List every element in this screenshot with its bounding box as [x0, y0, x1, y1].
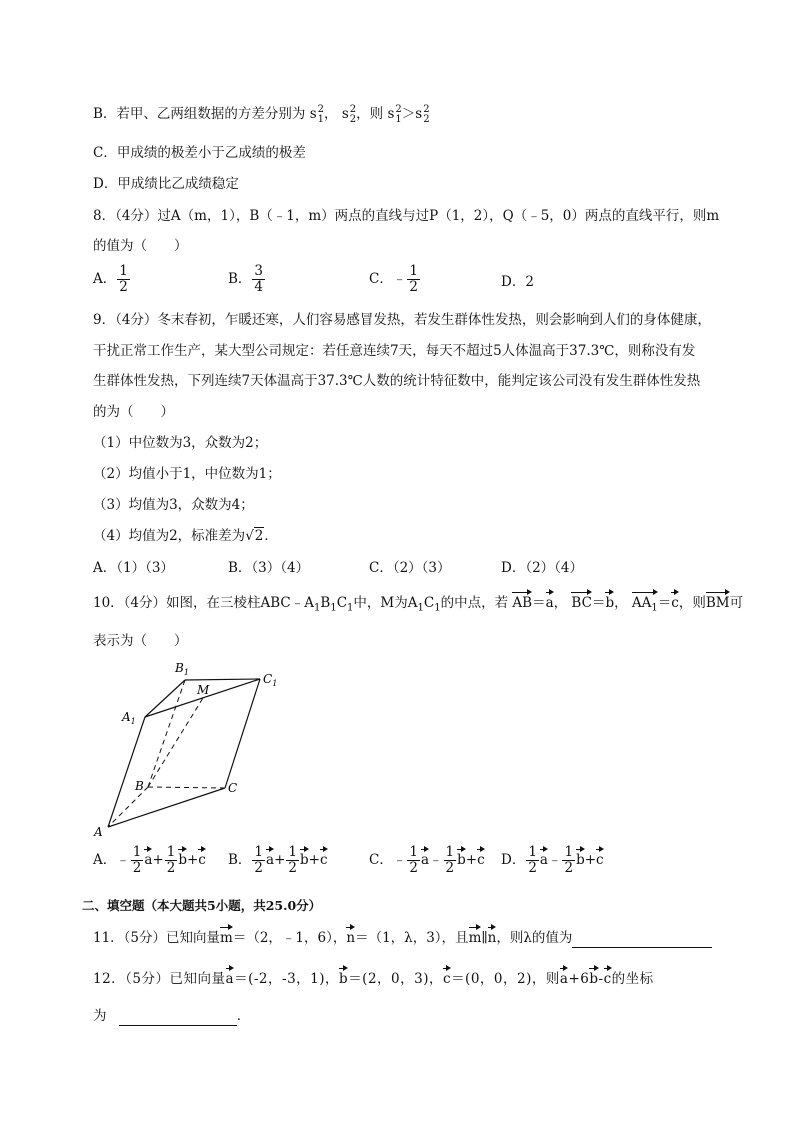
q8-option-a [93, 264, 131, 295]
q12-wei: 为 [93, 1008, 107, 1024]
fd2n: 1 [564, 844, 574, 860]
q8-c-frac [407, 264, 420, 295]
vb1: b [178, 852, 187, 868]
q10-option-d: D． $\frac{1}{2}$ a﹣ $\frac{1}{2}$ b+c [501, 844, 604, 876]
fb1d: 2 [254, 860, 264, 876]
vec-ab: AB [512, 595, 533, 611]
va4: a [539, 852, 548, 868]
q12-vec-a: a [225, 971, 235, 987]
q8-b-den: 4 [254, 279, 264, 295]
s1-squared: s 2 1 [309, 103, 325, 125]
edge-ac [108, 788, 225, 827]
q10-option-a: A．﹣ $\frac{1}{2}$ a+ $\frac{1}{2}$ b+c [93, 844, 206, 876]
s2-squared: s 2 2 [341, 103, 357, 125]
edge-ab-hidden [108, 787, 148, 827]
q12-period: ． [236, 1008, 251, 1024]
s1-gt-s2: s 2 1 ＞s 2 2 [387, 103, 430, 125]
va3: a [420, 852, 429, 868]
vc4: c [596, 852, 604, 868]
q9-option-a: A．（1）（3） [93, 560, 174, 576]
q12-t5: +6 [568, 971, 590, 987]
q9-condition-4 [93, 526, 278, 546]
q10-sub-a1b: 1 [417, 602, 424, 614]
q11-stem [93, 928, 712, 948]
q11-answer-blank[interactable] [572, 947, 712, 948]
q10-option-c: C．﹣ $\frac{1}{2}$ a﹣ $\frac{1}{2}$ b+c [369, 844, 485, 876]
q10-stem-line2: 表示为（ ） [93, 633, 188, 649]
vec-c: c [671, 595, 679, 611]
q9-condition-2: （2）均值小于1，中位数为1； [93, 466, 281, 482]
frac-a2 [165, 845, 178, 876]
q10-end: 可 [729, 595, 744, 611]
section-2-title: 二、填空题（本大题共5小题，共25.0分） [82, 898, 322, 913]
q10-sub-c1: 1 [347, 602, 354, 614]
q10-t5: C [423, 595, 435, 611]
fb2n: 1 [288, 844, 297, 860]
fa2n: 1 [166, 844, 176, 860]
eq1: ＝ [532, 595, 546, 611]
vec-n: n [346, 930, 356, 946]
q12-t3: ＝(2，0，3)， [348, 971, 443, 987]
vec-aa1-sub: 1 [651, 602, 658, 614]
vb2: b [299, 852, 309, 868]
sqrt-sign: √ [245, 528, 254, 544]
vec-m: m [220, 930, 233, 946]
vec-a: a [545, 595, 554, 611]
q12-vec-b2: b [589, 971, 599, 987]
vec-bc: BC [571, 595, 592, 611]
q9-option-c: C．（2）（3） [369, 560, 451, 576]
q11-t4: ，则λ的值为 [496, 930, 573, 946]
q10-t6: 的中点，若 [440, 595, 509, 611]
vec-aa1-text: AA [631, 595, 652, 611]
q9-c4-end: ． [264, 528, 278, 544]
fc2d: 2 [445, 860, 455, 876]
q8-option-b [228, 264, 266, 295]
q9-stem-line2: 干扰正常工作生产，某大型公司规定：若任意连续7天，每天不超过5人体温高于37.3℃，则称没有发 [93, 343, 696, 359]
q8-c-num: 1 [409, 263, 418, 279]
q9-condition-1: （1）中位数为3，众数为2； [93, 435, 268, 451]
comma1: ， [553, 595, 568, 611]
q7-option-b [93, 104, 430, 125]
q12-stem-line1 [93, 969, 654, 989]
q10-t4: 中，M为A [353, 595, 418, 611]
q8-c-label: C．﹣ [369, 271, 407, 287]
eq3: ＝ [657, 595, 672, 611]
comma2: ， [614, 595, 628, 611]
label-a: A [94, 825, 103, 839]
q10-sub-a1: 1 [314, 602, 321, 614]
then1: ，则 [678, 595, 706, 611]
edge-b1c1 [185, 679, 260, 680]
q8-b-num: 3 [254, 263, 264, 279]
vb3: b [457, 852, 466, 868]
edge-cc1 [225, 679, 260, 788]
q11-t3: ＝（1，λ，3），且 [355, 930, 469, 946]
q12-stem-line2 [93, 1006, 250, 1026]
fc1n: 1 [409, 844, 418, 860]
frac-d1 [526, 845, 539, 876]
q7-option-c: C．甲成绩的极差小于乙成绩的极差 [93, 145, 306, 161]
q12-answer-blank[interactable] [119, 1025, 237, 1026]
q10-a-label: A． [93, 852, 117, 868]
q12-vec-a2: a [559, 971, 569, 987]
q8-c-den: 2 [409, 279, 418, 295]
vb4: b [576, 852, 585, 868]
q9-c4-text: （4）均值为2，标准差为 [93, 528, 246, 544]
q12-vec-c: c [443, 971, 452, 987]
vc3: c [477, 852, 485, 868]
q10-t1: 10．（4分）如图，在三棱柱ABC﹣A [93, 595, 315, 611]
q11-t2: ＝（2，﹣1，6）， [232, 930, 347, 946]
q10-option-b: B． $\frac{1}{2}$ a+ $\frac{1}{2}$ b+c [228, 844, 328, 876]
vec-bm: BM [705, 595, 730, 611]
q7-optb-then: ，则 [356, 106, 384, 122]
edge-bb1-hidden [148, 680, 185, 787]
q9-stem-line1: 9．（4分）冬末春初，乍暖还寒，人们容易感冒发热，若发生群体性发热，则会影响到人们的身体健康， [93, 312, 711, 328]
q7-option-d: D．甲成绩比乙成绩稳定 [93, 176, 239, 192]
q8-a-frac [117, 264, 130, 295]
fb2d: 2 [288, 860, 297, 876]
label-c1: $C_1$ [263, 672, 278, 688]
frac-d2 [562, 845, 575, 876]
q8-a-num: 1 [119, 263, 128, 279]
q12-t6: - [598, 971, 604, 987]
fc1d: 2 [409, 860, 418, 876]
q9-stem-line4: 的为（ ） [93, 404, 174, 420]
fa2d: 2 [166, 860, 176, 876]
q7-optb-sep: ， [324, 106, 338, 122]
q12-t2: ＝(-2，-3，1)， [234, 971, 340, 987]
fd2d: 2 [564, 860, 574, 876]
q8-a-den: 2 [119, 279, 128, 295]
frac-c2 [444, 845, 457, 876]
q10-stem-line1 [93, 593, 743, 619]
q10-d-label: D． [501, 852, 526, 868]
va1: a [144, 852, 153, 868]
q8-stem-line2: 的值为（ ） [93, 238, 188, 254]
edge-bc-hidden [148, 787, 225, 788]
q9-option-b: B．（3）（4） [228, 560, 310, 576]
q8-a-label: A． [93, 271, 117, 287]
q10-t3: C [336, 595, 348, 611]
label-b1: $B_1$ [175, 661, 189, 677]
q10-sub-c1b: 1 [434, 602, 441, 614]
vc2: c [319, 852, 328, 868]
q9-option-d: D．（2）（4） [501, 560, 584, 576]
q11-t1: 11．（5分）已知向量 [93, 930, 221, 946]
vc1: c [198, 852, 206, 868]
frac-b1 [252, 845, 265, 876]
fa1n: 1 [132, 844, 142, 860]
q10-sub-b1: 1 [330, 602, 337, 614]
fd1d: 2 [528, 860, 537, 876]
q10-b-label: B． [228, 852, 252, 868]
q12-t4: ＝(0，0，2)，则 [451, 971, 560, 987]
vec-b: b [605, 595, 615, 611]
fd1n: 1 [528, 844, 537, 860]
q9-c4-root: 2 [254, 528, 264, 544]
vec-aa1 [632, 593, 658, 619]
q8-stem-line1: 8．（4分）过A（m，1），B（﹣1，m）两点的直线与过P（1，2），Q（﹣5，0）两点的直线平行，则m [93, 208, 720, 224]
q12-vec-b: b [339, 971, 349, 987]
frac-a1 [131, 845, 144, 876]
frac-b2 [286, 845, 299, 876]
q10-t2: B [320, 595, 331, 611]
q9-condition-3: （3）均值为3，众数为4； [93, 497, 254, 513]
q12-t7: 的坐标 [611, 971, 654, 987]
label-a1: $A_1$ [122, 710, 136, 726]
segment-bm-hidden [148, 698, 203, 787]
q8-b-frac [252, 264, 265, 295]
prism-figure [90, 655, 290, 840]
edge-aa1 [108, 717, 145, 827]
q8-option-d: D．2 [501, 274, 534, 290]
q12-vec-c2: c [603, 971, 612, 987]
q8-option-c [369, 264, 421, 295]
va2: a [266, 852, 275, 868]
frac-c1 [407, 845, 420, 876]
eq2: ＝ [591, 595, 606, 611]
label-m: M [197, 683, 210, 697]
q12-t1: 12．（5分）已知向量 [93, 971, 226, 987]
q7-optb-text: B．若甲、乙两组数据的方差分别为 [93, 106, 306, 122]
label-c: C [228, 781, 238, 795]
label-b: B [135, 779, 144, 793]
fb1n: 1 [254, 844, 264, 860]
q9-stem-line3: 生群体性发热，下列连续7天体温高于37.3℃人数的统计特征数中，能判定该公司没有发生群体性发热 [93, 373, 701, 389]
vec-m2: m [468, 930, 482, 946]
q11-parallel: ∥ [481, 930, 488, 946]
q8-b-label: B． [228, 271, 252, 287]
fc2n: 1 [445, 844, 455, 860]
fa1d: 2 [132, 860, 142, 876]
q10-c-label: C． [369, 852, 393, 868]
vec-n2: n [487, 930, 497, 946]
